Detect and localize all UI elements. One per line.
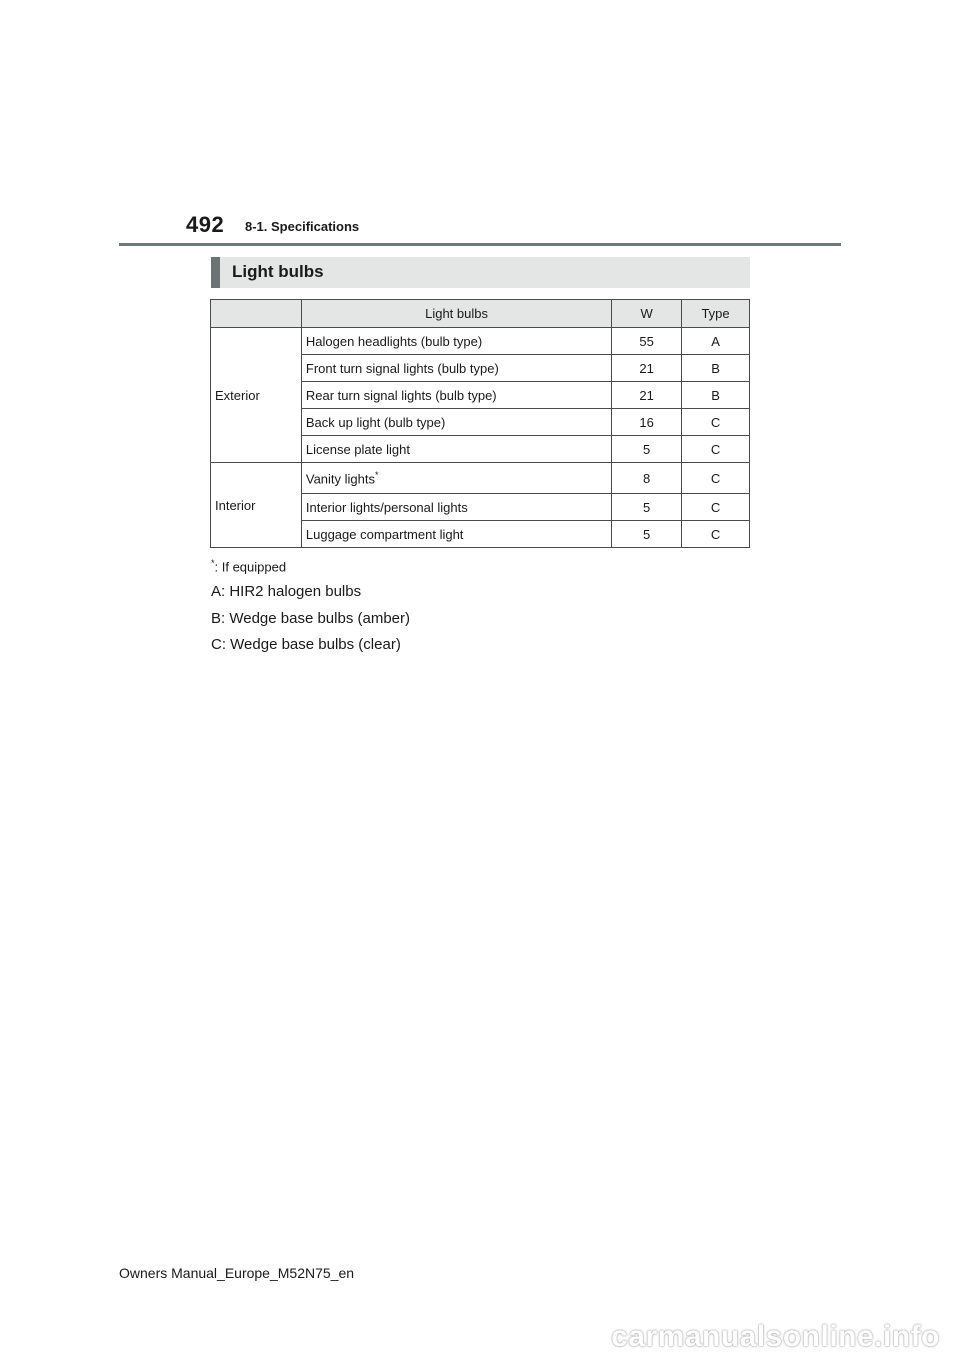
bulb-name: License plate light (301, 436, 611, 463)
bulb-name: Luggage compartment light (301, 521, 611, 548)
bulb-type: B (682, 382, 750, 409)
bulb-type: C (682, 463, 750, 494)
bulb-type: C (682, 521, 750, 548)
bulb-name: Back up light (bulb type) (301, 409, 611, 436)
footnote-marker: * (375, 469, 379, 480)
group-label-interior: Interior (211, 463, 302, 548)
bulb-name: Rear turn signal lights (bulb type) (301, 382, 611, 409)
type-key-b: B: Wedge base bulbs (amber) (211, 610, 410, 627)
bulb-wattage: 21 (612, 382, 682, 409)
bulb-name: Vanity lights (305, 471, 376, 487)
bulb-type: C (682, 436, 750, 463)
bulb-name-cell (301, 463, 611, 494)
type-key-c: C: Wedge base bulbs (clear) (211, 636, 401, 653)
bulb-wattage: 5 (612, 521, 682, 548)
bulb-wattage: 16 (612, 409, 682, 436)
column-header-light-bulbs: Light bulbs (301, 300, 611, 328)
column-header-group (211, 300, 302, 328)
type-key-a: A: HIR2 halogen bulbs (211, 583, 362, 600)
page-number: 492 (186, 212, 225, 237)
footer-text: Owners Manual_Europe_M52N75_en (119, 1265, 355, 1281)
bulb-wattage: 5 (612, 436, 682, 463)
bulb-name: Halogen headlights (bulb type) (301, 328, 611, 355)
bulb-wattage: 21 (612, 355, 682, 382)
bulb-type: A (682, 328, 750, 355)
bulb-name: Interior lights/personal lights (301, 494, 611, 521)
column-header-type: Type (682, 300, 750, 328)
bulb-wattage: 55 (612, 328, 682, 355)
bulb-type: C (682, 409, 750, 436)
table-row (211, 463, 750, 494)
footnote (211, 558, 286, 574)
header-rule (119, 243, 841, 246)
bulb-name: Front turn signal lights (bulb type) (301, 355, 611, 382)
footnote-text: : If equipped (214, 559, 287, 575)
light-bulbs-table (210, 299, 750, 548)
bulb-type: B (682, 355, 750, 382)
table-row (211, 328, 750, 355)
bulb-wattage: 8 (612, 463, 682, 494)
table-header-row (211, 300, 750, 328)
bulb-type: C (682, 494, 750, 521)
section-heading (211, 257, 750, 288)
watermark: carmanualsonline.info (611, 1320, 940, 1353)
bulb-wattage: 5 (612, 494, 682, 521)
group-label-exterior: Exterior (211, 328, 302, 463)
column-header-w: W (612, 300, 682, 328)
footnote-mark: * (211, 558, 215, 568)
section-heading-text: Light bulbs (232, 262, 324, 281)
section-title: 8-1. Specifications (245, 219, 360, 234)
